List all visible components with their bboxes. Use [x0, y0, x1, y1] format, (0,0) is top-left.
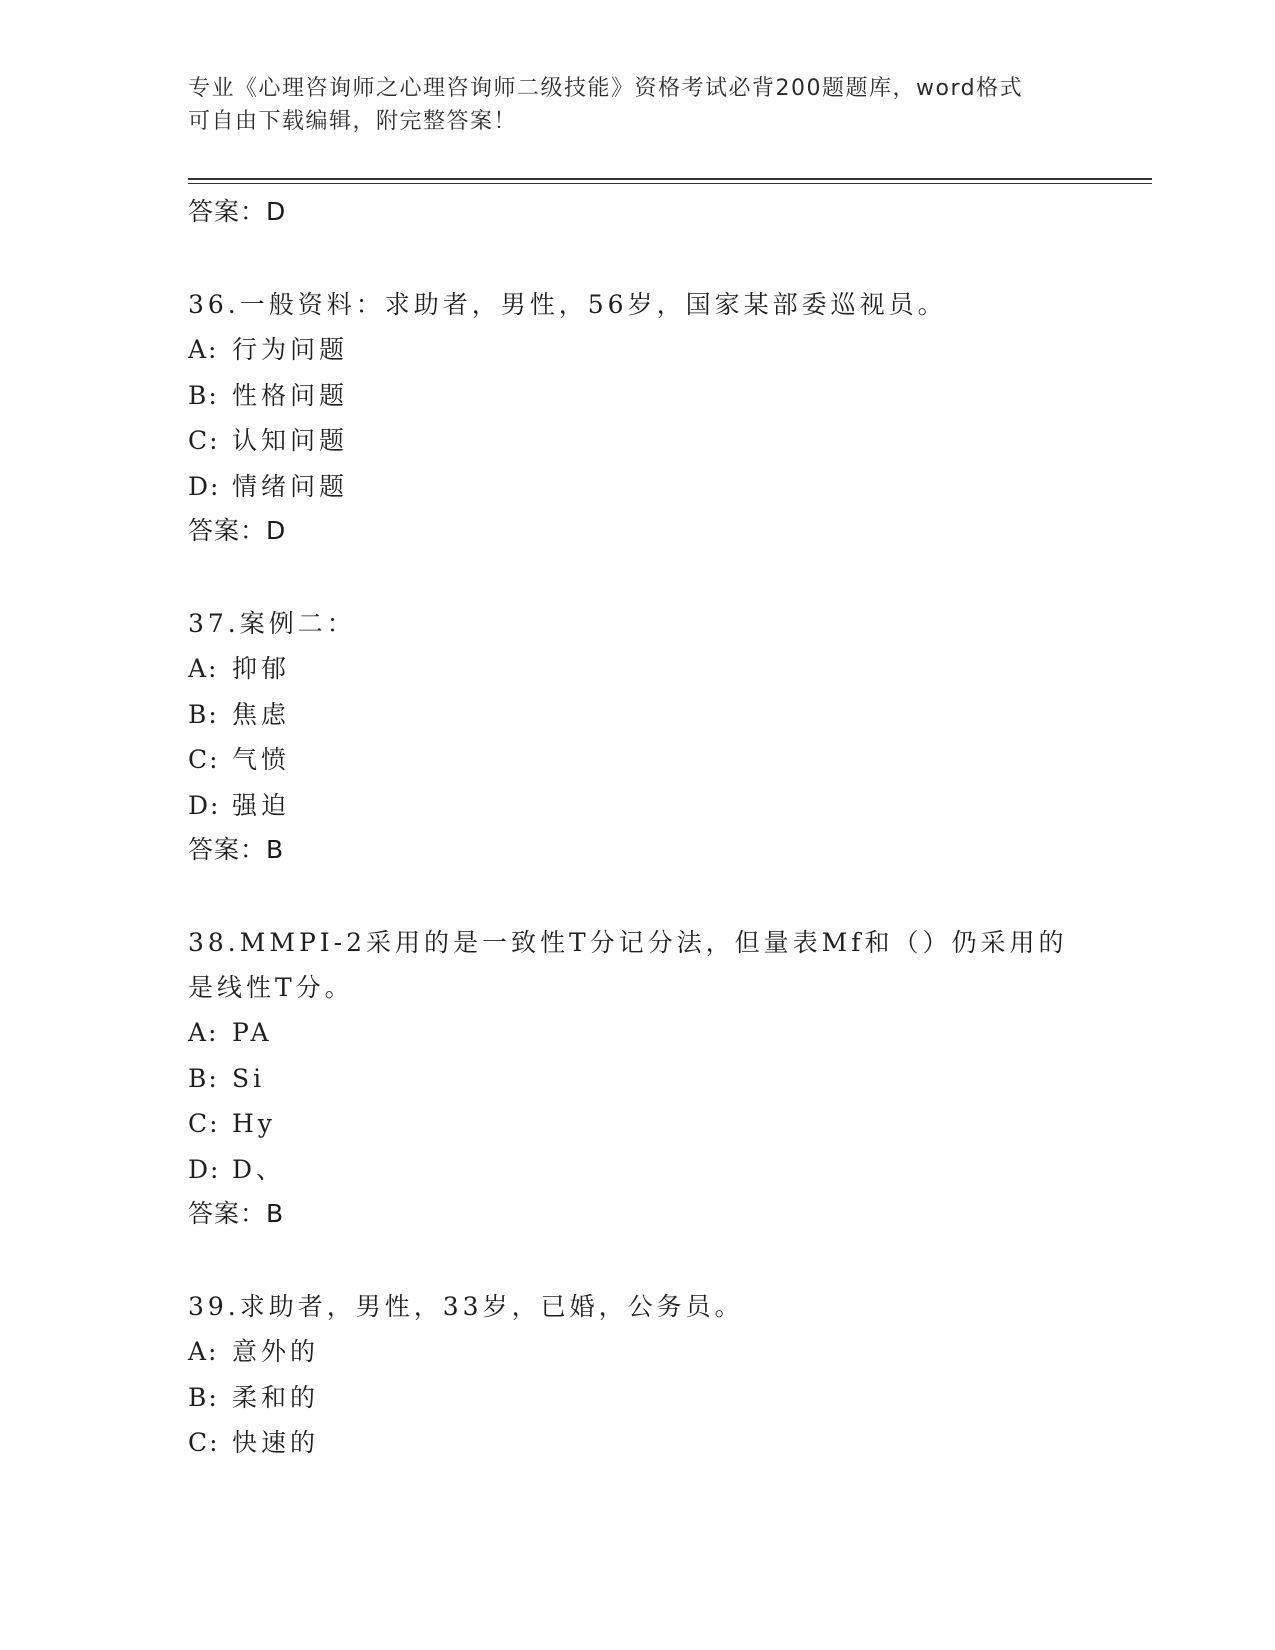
option-a [188, 327, 1088, 373]
option-c [188, 737, 1088, 783]
option-text: 性格问题 [232, 380, 349, 410]
option-key: B: [188, 380, 219, 410]
answer-line: 答案：B [188, 835, 285, 864]
option-key: D: [188, 790, 221, 820]
option-text: PA [232, 1018, 273, 1047]
question-36 [188, 282, 1088, 555]
option-text: 抑郁 [232, 654, 291, 683]
option-key: D: [188, 1154, 221, 1184]
option-key: B: [188, 699, 219, 729]
option-key: C: [188, 426, 220, 455]
option-key: A: [188, 654, 219, 683]
question-stem: 36.一般资料：求助者，男性，56岁，国家某部委巡视员。 [188, 290, 947, 319]
option-text: 焦虑 [232, 699, 291, 729]
answer-line: 答案：D [188, 516, 287, 545]
answer-line: 答案：D [188, 197, 287, 226]
header-rule-thin [188, 183, 1152, 184]
option-text: Si [232, 1063, 266, 1093]
option-c [188, 1420, 1088, 1466]
option-text: 情绪问题 [232, 471, 349, 501]
option-text: 行为问题 [232, 335, 349, 364]
option-key: B: [188, 1063, 219, 1093]
option-text: 认知问题 [232, 426, 349, 455]
header-line-1: 专业《心理咨询师之心理咨询师二级技能》资格考试必背200题题库，word格式 [188, 76, 1024, 101]
option-key: C: [188, 745, 220, 774]
option-a [188, 1329, 1088, 1375]
option-text: D、 [232, 1154, 286, 1184]
option-b [188, 1056, 1088, 1102]
question-stem: 39.求助者，男性，33岁，已婚，公务员。 [188, 1292, 744, 1321]
option-c [188, 1101, 1088, 1147]
option-b [188, 692, 1088, 738]
option-d [188, 464, 1088, 510]
option-text: 强迫 [232, 790, 291, 820]
option-key: A: [188, 1018, 219, 1047]
option-d [188, 783, 1088, 829]
option-d [188, 1147, 1088, 1193]
question-37 [188, 601, 1088, 874]
header-line-2: 可自由下载编辑，附完整答案！ [188, 109, 518, 134]
option-key: D: [188, 471, 221, 501]
option-a [188, 646, 1088, 692]
option-b [188, 1375, 1088, 1421]
question-list [188, 188, 1088, 1466]
option-text: 气愤 [232, 745, 291, 774]
option-key: C: [188, 1109, 220, 1138]
option-key: B: [188, 1382, 219, 1412]
question-stem: 37.案例二： [188, 609, 356, 638]
option-key: C: [188, 1428, 220, 1457]
option-key: A: [188, 335, 219, 364]
option-key: A: [188, 1337, 219, 1366]
answer-line: 答案：B [188, 1199, 285, 1228]
option-b [188, 373, 1088, 419]
option-c [188, 418, 1088, 464]
option-text: 柔和的 [232, 1382, 320, 1412]
option-text: Hy [232, 1109, 276, 1138]
question-stem: 38.MMPI-2采用的是一致性T分记分法，但量表Mf和（）仍采用的是线性T分。 [188, 928, 1068, 1002]
question-39 [188, 1284, 1088, 1466]
option-a [188, 1010, 1088, 1056]
question-38 [188, 920, 1088, 1238]
option-text: 意外的 [232, 1337, 320, 1366]
option-text: 快速的 [232, 1428, 320, 1457]
header-rule-thick [188, 178, 1152, 180]
document-header [188, 72, 1088, 138]
